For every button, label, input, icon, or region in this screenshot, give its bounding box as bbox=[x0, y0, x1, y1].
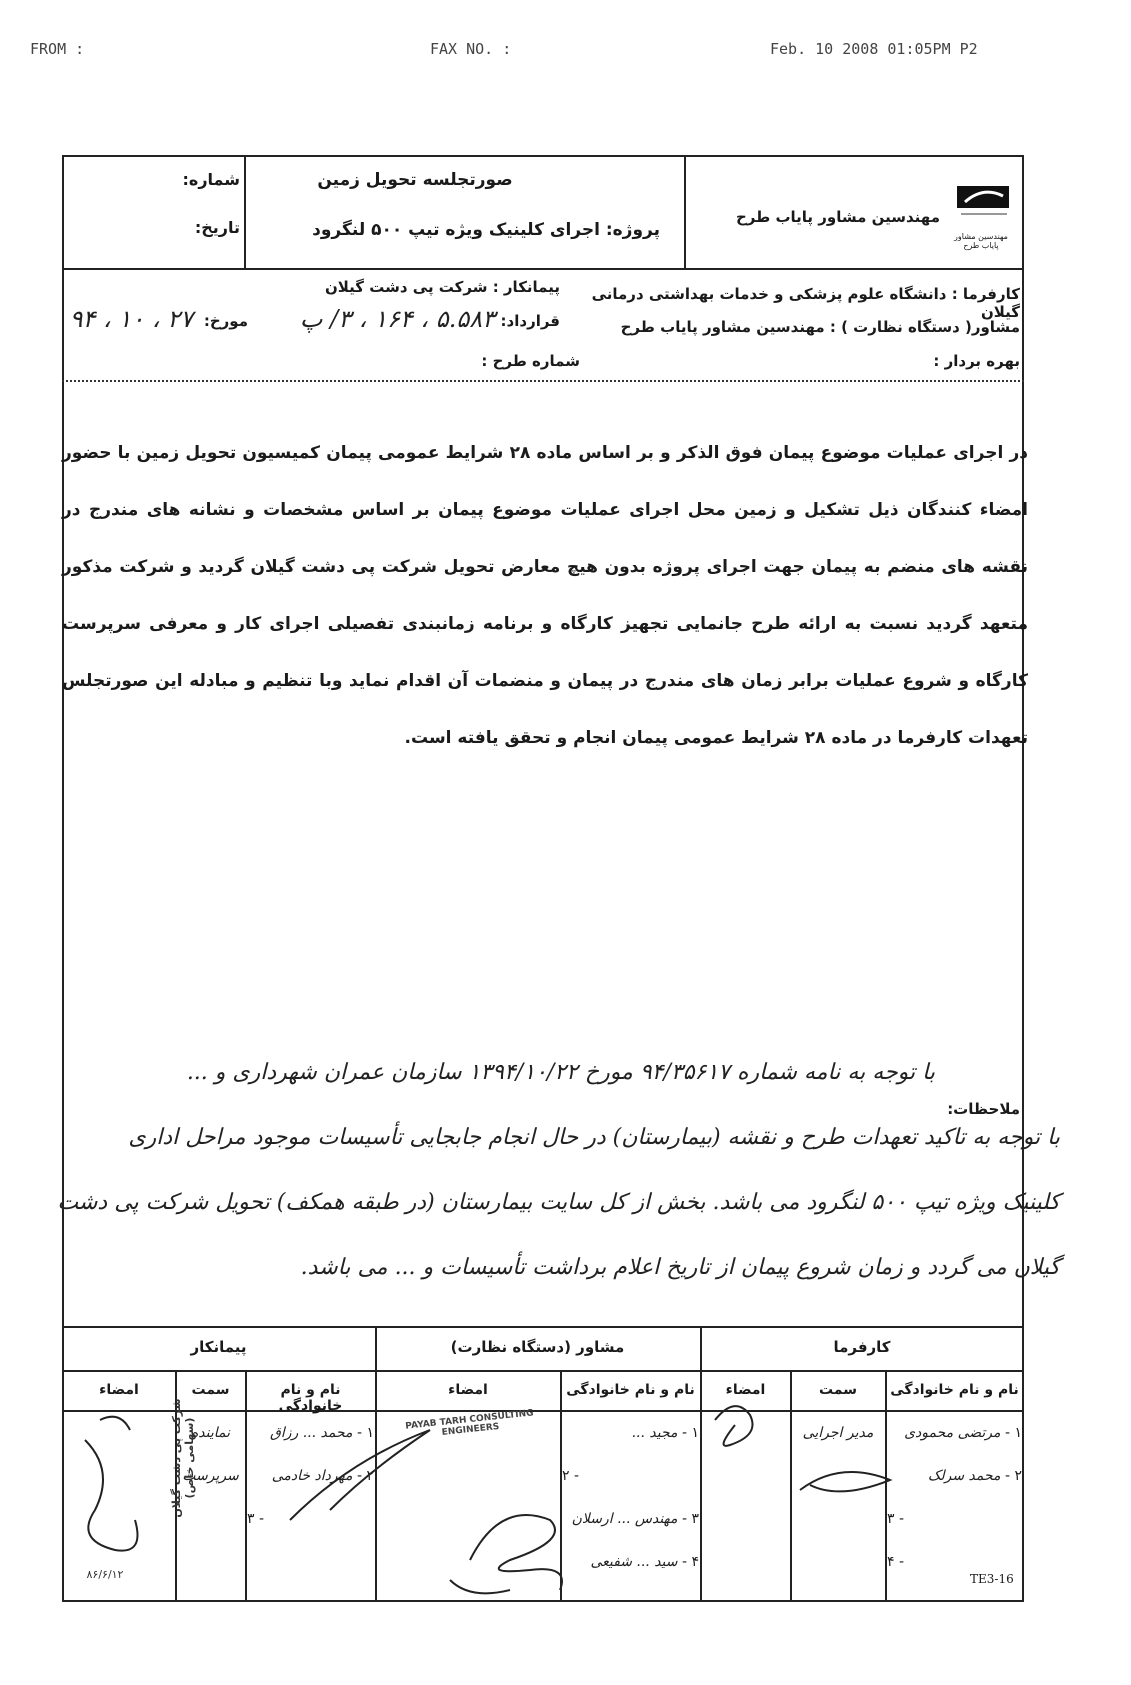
fax-from: FROM : bbox=[30, 40, 85, 58]
project-title: پروژه: اجرای کلینیک ویژه تیپ ۵۰۰ لنگرود bbox=[312, 220, 660, 240]
remark-line-4: گیلان می گردد و زمان شروع پیمان از تاریخ اعلام برداشت تأسیسات و ... می باشد. bbox=[300, 1255, 1060, 1280]
operator-line: بهره بردار : bbox=[933, 352, 1020, 370]
supervisor-stamp: PAYAB TARH CONSULTING ENGINEERS bbox=[404, 1408, 535, 1438]
supervisor-row-name: مجید ... bbox=[631, 1425, 678, 1441]
contractor-sig-title: پیمانکار bbox=[190, 1338, 247, 1356]
supervisor-col-name: نام و نام خانوادگی bbox=[566, 1382, 695, 1398]
employer-row-name: محمد سرلک bbox=[927, 1468, 1001, 1484]
plan-number-label: شماره طرح : bbox=[481, 352, 580, 370]
employer-row-name: مرتضی محمودی bbox=[904, 1425, 1001, 1441]
contractor-row-2-role: سرپرست bbox=[182, 1468, 239, 1484]
body-paragraph: در اجرای عملیات موضوع پیمان فوق الذکر و بر اساس ماده ۲۸ شرایط عمومی پیمان کمیسیون تحویل زمین با حضور امضاء کنندگان ذیل تشکیل و زمین محل اجرای عملیات موضوع پیمان بر اساس مشخصات و نشانه های مندرج در نقشه های منضم به پیمان جهت اجرای پروژه بدون هیچ معارض تحویل شرکت پی دشت گیلان گردید و شرکت مذکور متعهد گردید نسبت به ارائه طرح جانمایی تجهیز کارگاه و برنامه زمانبندی تفصیلی اجرای کار و معرفی سرپرست کارگاه و شروع عملیات برابر زمان های مندرج در پیمان و منضمات آن اقدام نماید وبا تنظیم و مبادله این صورتجلس تعهدات کارفرما در ماده ۲۸ شرایط عمومی پیمان انجام و تحقق یافته است. bbox=[62, 443, 1028, 748]
contractor-col-sign: امضاء bbox=[99, 1382, 139, 1398]
supervisor-sig-title: مشاور (دستگاه نظارت) bbox=[450, 1338, 625, 1356]
remark-line-2: با توجه به تاکید تعهدات طرح و نقشه (بیمارستان) در حال انجام جابجایی تأسیسات موجود مراحل اداری bbox=[128, 1125, 1060, 1150]
logo-caption: مهندسین مشاور پایاب طرح bbox=[954, 232, 1008, 250]
employer-row-num: ۱ - bbox=[1004, 1425, 1022, 1441]
employer-sig-title: کارفرما bbox=[833, 1338, 891, 1356]
contractor-row-num: ۱ - bbox=[356, 1425, 374, 1441]
remark-line-3: کلینیک ویژه تیپ ۵۰۰ لنگرود می باشد. بخش از کل سایت بیمارستان (در طبقه همکف) تحویل شرکت پی دشت bbox=[57, 1190, 1060, 1215]
supervisor-row-num: ۱ - bbox=[681, 1425, 699, 1441]
supervisor-row-num: ۲ - bbox=[562, 1468, 580, 1484]
contract-date: ۹۴ ، ۱۰ ، ۲۷ bbox=[69, 305, 193, 333]
employer-col-role: سمت bbox=[819, 1382, 857, 1398]
supervisor-row-name: مهندس ... ارسلان bbox=[571, 1511, 678, 1527]
date-label: تاریخ: bbox=[194, 218, 240, 237]
contractor-row-num: ۲ - bbox=[356, 1468, 374, 1484]
employer-col-sign: امضاء bbox=[725, 1382, 766, 1398]
contractor-row-num: ۳ - bbox=[247, 1511, 265, 1527]
employer-row-num: ۲ - bbox=[1004, 1468, 1022, 1484]
supervisor-row-num: ۴ - bbox=[681, 1554, 699, 1570]
contractor-row-name: مهرداد خادمی bbox=[271, 1468, 353, 1484]
contractor-col-role: سمت bbox=[191, 1382, 230, 1398]
supervisor-row-name: سید ... شفیعی bbox=[590, 1554, 678, 1570]
employer-line: کارفرما : دانشگاه علوم پزشکی و خدمات بهداشتی درمانی گیلان bbox=[591, 285, 1020, 321]
form-code: TE3-16 bbox=[970, 1572, 1014, 1586]
stamp-date: ۸۶/۶/۱۲ bbox=[86, 1568, 124, 1581]
supervisor-col-sign: امضاء bbox=[448, 1382, 488, 1398]
contractor-line: پیمانکار : شرکت پی دشت گیلان bbox=[324, 278, 560, 296]
contract-date-label: مورخ: bbox=[203, 312, 248, 330]
remarks-label: ملاحظات: bbox=[947, 1100, 1020, 1118]
contractor-col-name: نام و نام خانوادگی bbox=[278, 1382, 343, 1414]
contract-number: ۵.۵۸۳ ، ۱۶۴ ، ۳/ پ bbox=[299, 305, 495, 333]
document-title: صورتجلسه تحویل زمین bbox=[317, 170, 513, 190]
supervisor-row-num: ۳ - bbox=[681, 1511, 699, 1527]
supervisor-line: مشاور( دستگاه نظارت ) : مهندسین مشاور پایاب طرح bbox=[620, 318, 1020, 336]
contract-label: قرارداد: bbox=[500, 312, 560, 330]
fax-number: FAX NO. : bbox=[430, 40, 512, 58]
employer-row-1-role: مدیر اجرایی bbox=[802, 1425, 874, 1441]
remark-line-1: با توجه به نامه شماره ۹۴/۳۵۶۱۷ مورخ ۱۳۹۴/۱۰/۲۲ سازمان عمران شهرداری و ... bbox=[186, 1060, 935, 1085]
employer-row-num: ۴ - bbox=[887, 1554, 905, 1570]
number-label: شماره: bbox=[182, 170, 240, 189]
contractor-row-1-role: نماینده bbox=[190, 1425, 231, 1441]
employer-row-num: ۳ - bbox=[887, 1511, 905, 1527]
contractor-row-name: محمد ... رزاق bbox=[269, 1425, 353, 1441]
contractor-stamp: شرکت پی دشت گیلان (سهامی خاص) bbox=[170, 1398, 196, 1518]
employer-col-name: نام و نام خانوادگی bbox=[890, 1382, 1019, 1398]
fax-datetime: Feb. 10 2008 01:05PM P2 bbox=[770, 40, 978, 58]
consultant-name: مهندسین مشاور پایاب طرح bbox=[735, 208, 940, 226]
